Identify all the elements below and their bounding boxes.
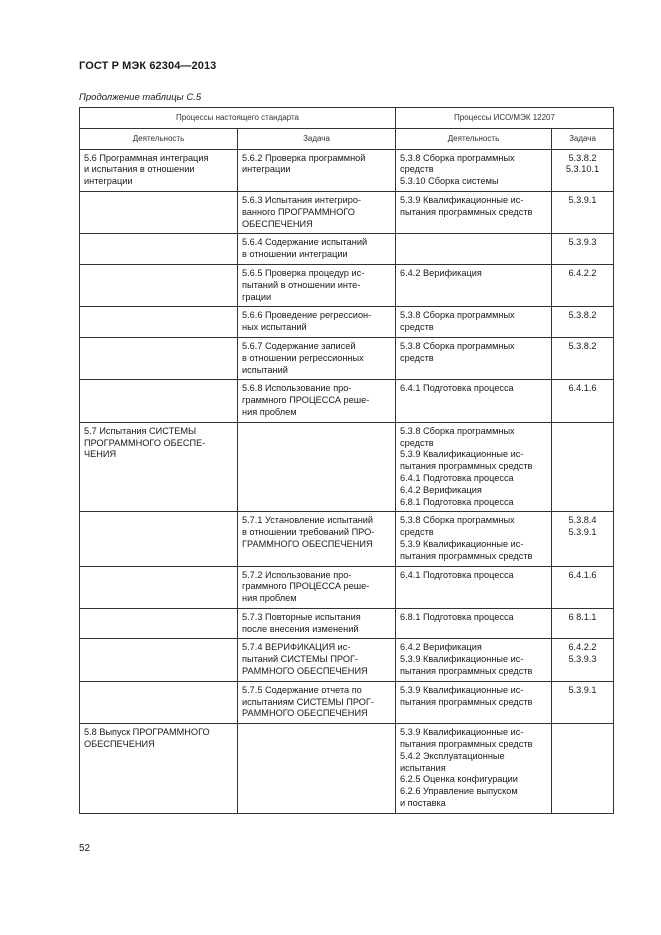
table-row — [80, 512, 614, 566]
cell-line: пытания программных средств — [400, 550, 533, 561]
cell-line: пытаний в отношении инте- — [242, 279, 361, 290]
cell-iso-task — [552, 639, 614, 681]
cell-task — [238, 149, 396, 191]
cell-line: и испытания в отношении — [84, 164, 195, 175]
cell-activity — [80, 264, 238, 306]
cell-task — [238, 264, 396, 306]
cell-activity — [80, 307, 238, 338]
cell-line: ПРОГРАММНОГО ОБЕСПЕ- — [84, 437, 206, 448]
cell-task — [238, 681, 396, 723]
cell-line: ЧЕНИЯ — [84, 449, 117, 460]
cell-line: ОБЕСПЕЧЕНИЯ — [84, 739, 155, 750]
cell-line: 6.4.2.2 — [568, 642, 597, 653]
cell-activity — [80, 191, 238, 233]
cell-line: ванного ПРОГРАММНОГО — [242, 206, 355, 217]
cell-line: ных испытаний — [242, 322, 307, 333]
cell-line: средств — [400, 322, 434, 333]
cell-iso-task — [552, 149, 614, 191]
cell-activity — [80, 512, 238, 566]
cell-task — [238, 380, 396, 422]
cell-line: 5.3.8 Сборка программных — [400, 340, 515, 351]
page-number: 52 — [79, 843, 91, 854]
cell-line: 5.8 Выпуск ПРОГРАММНОГО — [84, 727, 210, 738]
cell-iso-task — [552, 608, 614, 639]
cell-line: 5.3.8 Сборка программных — [400, 152, 515, 163]
cell-task — [238, 608, 396, 639]
cell-iso-activity — [396, 337, 552, 379]
cell-line: испытаний — [242, 364, 288, 375]
cell-line: грации — [242, 291, 272, 302]
cell-line: 5.6.6 Проведение регрессион- — [242, 310, 372, 321]
cell-line: 5.3.9.1 — [568, 684, 597, 695]
table-body — [80, 149, 614, 813]
cell-iso-activity — [396, 639, 552, 681]
cell-line: ния проблем — [242, 593, 297, 604]
cell-line: после внесения изменений — [242, 623, 359, 634]
cell-iso-task — [552, 307, 614, 338]
cell-line: 5.3.9 Квалификационные ис- — [400, 654, 524, 665]
cell-activity — [80, 724, 238, 814]
cell-activity — [80, 149, 238, 191]
cell-line: 5.6.4 Содержание испытаний — [242, 237, 368, 248]
cell-task — [238, 234, 396, 265]
table-row — [80, 566, 614, 608]
cell-line: 5.3.9 Квалификационные ис- — [400, 194, 524, 205]
cell-line: граммного ПРОЦЕССА реше- — [242, 395, 370, 406]
cell-line: 5.3.9.3 — [568, 237, 597, 248]
cell-line: 5.6.3 Испытания интегриро- — [242, 194, 362, 205]
cell-line: испытаниям СИСТЕМЫ ПРОГ- — [242, 696, 374, 707]
cell-line: 5.3.9 Квалификационные ис- — [400, 727, 524, 738]
cell-line: 5.4.2 Эксплуатационные — [400, 750, 505, 761]
cell-line: 6.4.2 Верификация — [400, 267, 482, 278]
cell-line: граммного ПРОЦЕССА реше- — [242, 581, 370, 592]
cell-iso-activity — [396, 234, 552, 265]
cell-activity — [80, 639, 238, 681]
cell-iso-activity — [396, 264, 552, 306]
cell-line: 6.8.1 Подготовка процесса — [400, 611, 514, 622]
table-caption: Продолжение таблицы С.5 — [79, 92, 202, 103]
cell-iso-task — [552, 422, 614, 512]
cell-line: 6.8.1 Подготовка процесса — [400, 496, 514, 507]
table-row — [80, 149, 614, 191]
cell-line: 5.6.7 Содержание записей — [242, 340, 356, 351]
cell-line: 6.4.2.2 — [568, 267, 597, 278]
table-row — [80, 608, 614, 639]
cell-line: средств — [400, 352, 434, 363]
column-header-iso-activity: Деятельность — [396, 128, 552, 149]
cell-line: в отношении интеграции — [242, 249, 348, 260]
cell-line: 6.4.1.6 — [568, 569, 597, 580]
cell-line: 5.3.8 Сборка программных — [400, 515, 515, 526]
cell-iso-task — [552, 380, 614, 422]
cell-activity — [80, 566, 238, 608]
cell-line: 5.7.4 ВЕРИФИКАЦИЯ ис- — [242, 642, 351, 653]
column-header-row — [80, 128, 614, 149]
cell-activity — [80, 380, 238, 422]
group-header-iso: Процессы ИСО/МЭК 12207 — [396, 108, 614, 129]
cell-line: ГРАММНОГО ОБЕСПЕЧЕНИЯ — [242, 538, 373, 549]
cell-iso-task — [552, 191, 614, 233]
cell-line: пытания программных средств — [400, 461, 533, 472]
cell-iso-activity — [396, 307, 552, 338]
cell-line: 5.7.5 Содержание отчета по — [242, 684, 362, 695]
cell-line: 5.7.1 Установление испытаний — [242, 515, 374, 526]
cell-line: 5.3.8.2 — [568, 340, 597, 351]
cell-activity — [80, 234, 238, 265]
cell-iso-activity — [396, 380, 552, 422]
cell-iso-activity — [396, 608, 552, 639]
cell-activity — [80, 608, 238, 639]
cell-line: пытания программных средств — [400, 696, 533, 707]
cell-line: 5.3.8 Сборка программных — [400, 425, 515, 436]
cell-line: пытания программных средств — [400, 206, 533, 217]
cell-line: 5.7.3 Повторные испытания — [242, 611, 361, 622]
cell-line: ОБЕСПЕЧЕНИЯ — [242, 218, 313, 229]
cell-task — [238, 566, 396, 608]
cell-line: 5.7 Испытания СИСТЕМЫ — [84, 425, 197, 436]
table-row — [80, 191, 614, 233]
cell-line: 5.3.9.3 — [568, 654, 597, 665]
cell-line: пытаний СИСТЕМЫ ПРОГ- — [242, 654, 359, 665]
cell-line: 6.4.1 Подготовка процесса — [400, 383, 514, 394]
cell-iso-task — [552, 337, 614, 379]
cell-line: пытания программных средств — [400, 666, 533, 677]
table-row — [80, 681, 614, 723]
cell-task — [238, 724, 396, 814]
cell-line: 5.3.9 Квалификационные ис- — [400, 684, 524, 695]
cell-activity — [80, 337, 238, 379]
cell-line: 5.3.9 Квалификационные ис- — [400, 538, 524, 549]
cell-line: 6.2.5 Оценка конфигурации — [400, 774, 518, 785]
cell-activity — [80, 681, 238, 723]
table-row — [80, 422, 614, 512]
cell-line: РАММНОГО ОБЕСПЕЧЕНИЯ — [242, 666, 368, 677]
column-header-iso-task: Задача — [552, 128, 614, 149]
cell-line: 6.2.6 Управление выпуском — [400, 786, 518, 797]
cell-task — [238, 512, 396, 566]
cell-iso-activity — [396, 724, 552, 814]
cell-iso-activity — [396, 422, 552, 512]
cell-line: 5.3.8.2 — [568, 152, 597, 163]
cell-iso-task — [552, 724, 614, 814]
cell-line: 5.6.2 Проверка программной — [242, 152, 366, 163]
cell-line: 5.3.9.1 — [568, 527, 597, 538]
table-row — [80, 337, 614, 379]
cell-line: 5.3.9 Квалификационные ис- — [400, 449, 524, 460]
cell-iso-task — [552, 681, 614, 723]
table-row — [80, 264, 614, 306]
group-header-standard: Процессы настоящего стандарта — [80, 108, 396, 129]
cell-line: пытания программных средств — [400, 739, 533, 750]
cell-line: в отношении регрессионных — [242, 352, 364, 363]
cell-iso-task — [552, 234, 614, 265]
cell-line: интеграции — [242, 164, 291, 175]
cell-line: средств — [400, 527, 434, 538]
cell-task — [238, 337, 396, 379]
document-header: ГОСТ Р МЭК 62304—2013 — [79, 60, 217, 72]
cell-iso-activity — [396, 149, 552, 191]
cell-line: 6.4.1.6 — [568, 383, 597, 394]
cell-line: средств — [400, 437, 434, 448]
cell-task — [238, 422, 396, 512]
cell-iso-activity — [396, 191, 552, 233]
cell-iso-activity — [396, 566, 552, 608]
cell-line: 5.3.10.1 — [565, 164, 600, 175]
cell-line: 5.3.8.4 — [568, 515, 597, 526]
cell-iso-task — [552, 512, 614, 566]
cell-task — [238, 307, 396, 338]
column-header-activity: Деятельность — [80, 128, 238, 149]
group-header-row — [80, 108, 614, 129]
cell-line: 6.4.1 Подготовка процесса — [400, 472, 514, 483]
table-row — [80, 307, 614, 338]
table-row — [80, 380, 614, 422]
cell-line: ния проблем — [242, 406, 297, 417]
cell-line: 5.6.5 Проверка процедур ис- — [242, 267, 365, 278]
column-header-task: Задача — [238, 128, 396, 149]
cell-line: РАММНОГО ОБЕСПЕЧЕНИЯ — [242, 708, 368, 719]
table-row — [80, 724, 614, 814]
cell-line: 5.3.8 Сборка программных — [400, 310, 515, 321]
table-row — [80, 639, 614, 681]
cell-line: испытания — [400, 762, 446, 773]
cell-task — [238, 191, 396, 233]
cell-iso-task — [552, 566, 614, 608]
cell-line: интеграции — [84, 176, 133, 187]
cell-line: 6 8.1.1 — [568, 611, 597, 622]
cell-activity — [80, 422, 238, 512]
cell-line: 6.4.2 Верификация — [400, 642, 482, 653]
cell-line: 5.6 Программная интеграция — [84, 152, 209, 163]
cell-line: 5.3.10 Сборка системы — [400, 176, 499, 187]
cell-iso-activity — [396, 681, 552, 723]
cell-line: 6.4.1 Подготовка процесса — [400, 569, 514, 580]
table-row — [80, 234, 614, 265]
cell-line: средств — [400, 164, 434, 175]
cell-line: 6.4.2 Верификация — [400, 484, 482, 495]
cell-line: и поставка — [400, 798, 446, 809]
cell-task — [238, 639, 396, 681]
cell-line: 5.3.9.1 — [568, 194, 597, 205]
cell-line: 5.3.8.2 — [568, 310, 597, 321]
cell-line: в отношении требований ПРО- — [242, 527, 375, 538]
cell-iso-task — [552, 264, 614, 306]
cell-line: 5.7.2 Использование про- — [242, 569, 352, 580]
cell-line: 5.6.8 Использование про- — [242, 383, 352, 394]
cell-iso-activity — [396, 512, 552, 566]
process-mapping-table — [79, 107, 614, 814]
